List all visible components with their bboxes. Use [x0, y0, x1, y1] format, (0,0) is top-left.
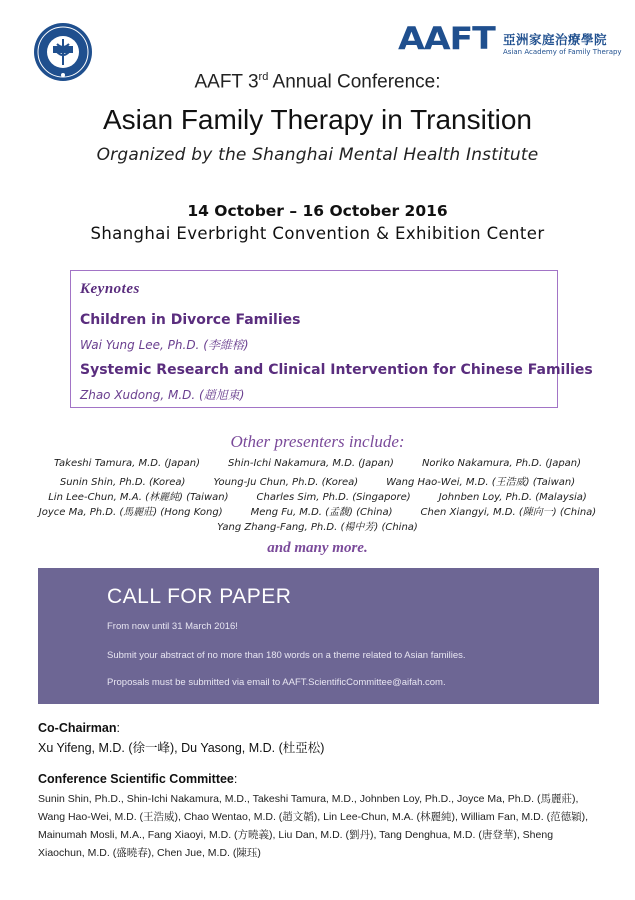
presenters-row — [0, 503, 635, 518]
presenter: Joyce Ma, Ph.D. (馬麗莊) (Hong Kong) — [38, 507, 223, 518]
conference-suffix: Annual Conference: — [268, 71, 441, 93]
cochairman-names: Xu Yifeng, M.D. (徐一峰), Du Yasong, M.D. (杜亞松) — [38, 741, 325, 755]
conference-prefix: AAFT 3 — [194, 71, 259, 93]
cochairman-heading: Co-Chairman: — [38, 721, 120, 735]
conference-venue: Shanghai Everbright Convention & Exhibition Center — [90, 224, 545, 243]
committee-heading-text: Conference Scientific Committee — [38, 772, 234, 786]
aaft-logo-letters: AAFT — [398, 21, 495, 57]
presenters-row — [0, 518, 635, 533]
presenter: Sunin Shin, Ph.D. (Korea) — [59, 477, 186, 488]
keynote-speaker: Zhao Xudong, M.D. (趙旭東) — [80, 388, 245, 402]
organizer-line: Organized by the Shanghai Mental Health Institute — [96, 145, 539, 165]
and-many-more: and many more. — [267, 540, 368, 556]
presenters-heading: Other presenters include: — [230, 432, 405, 451]
call-for-paper-email[interactable]: Proposals must be submitted via email to AAFT.ScientificCommittee@aifah.com. — [107, 677, 446, 688]
keynotes-heading: Keynotes — [80, 281, 140, 297]
presenter: Lin Lee-Chun, M.A. (林麗純) (Taiwan) — [48, 492, 229, 503]
call-for-paper-deadline: From now until 31 March 2016! — [107, 621, 238, 632]
aaft-logo — [398, 21, 622, 62]
presenter: Johnben Loy, Ph.D. (Malaysia) — [438, 492, 587, 503]
call-for-paper-title: CALL FOR PAPER — [107, 585, 292, 608]
keynote-title: Systemic Research and Clinical Intervention for Chinese Families — [80, 362, 593, 378]
presenter: Meng Fu, M.D. (孟馥) (China) — [250, 507, 393, 518]
presenter: Yang Zhang-Fang, Ph.D. (楊中芳) (China) — [217, 522, 418, 533]
aaft-logo-chinese-name: 亞洲家庭治療學院 — [503, 32, 608, 47]
presenter: Shin-Ichi Nakamura, M.D. (Japan) — [228, 458, 394, 469]
presenter: Noriko Nakamura, Ph.D. (Japan) — [421, 458, 582, 469]
presenters-row — [0, 473, 635, 488]
conference-dates: 14 October – 16 October 2016 — [187, 202, 448, 220]
presenter: Young-Ju Chun, Ph.D. (Korea) — [213, 477, 359, 488]
presenter: Takeshi Tamura, M.D. (Japan) — [53, 458, 201, 469]
keynote-speaker: Wai Yung Lee, Ph.D. (李維榕) — [80, 338, 249, 352]
conference-ordinal: rd — [258, 71, 269, 83]
cochairman-heading-text: Co-Chairman — [38, 721, 117, 735]
presenter: Chen Xiangyi, M.D. (陳向一) (China) — [420, 507, 597, 518]
conference-line — [0, 71, 635, 93]
presenters-row — [0, 458, 635, 469]
page-title: Asian Family Therapy in Transition — [103, 104, 532, 135]
committee-heading: Conference Scientific Committee: — [38, 772, 238, 786]
presenter: Charles Sim, Ph.D. (Singapore) — [256, 492, 411, 503]
call-for-paper-instructions: Submit your abstract of no more than 180 words on a theme related to Asian families. — [107, 650, 466, 661]
keynote-title: Children in Divorce Families — [80, 312, 301, 328]
aaft-logo-english-name: Asian Academy of Family Therapy — [503, 48, 622, 56]
presenters-row — [0, 488, 635, 503]
presenter: Wang Hao-Wei, M.D. (王浩威) (Taiwan) — [386, 477, 576, 488]
committee-names: Sunin Shin, Ph.D., Shin-Ichi Nakamura, M.D., Takeshi Tamura, M.D., Johnben Loy, Ph.D., Joyce Ma, Ph.D. (馬麗莊), Wang Hao-Wei, M.D. (王浩威), Chao Wentao, M.D. (趙文韜), Lin Lee-Chun, M.A. (林麗純), William Fan, M.D. (范德穎), Mainumah Mosli, M.A., Fang Xiaoyi, M.D. (方曉義), Liu Dan, M.D. (劉丹), Tang Denghua, M.D. (唐登華), Sheng Xiaochun, M.D. (盛曉春), Chen Jue, M.D. (陳珏) — [38, 793, 588, 859]
